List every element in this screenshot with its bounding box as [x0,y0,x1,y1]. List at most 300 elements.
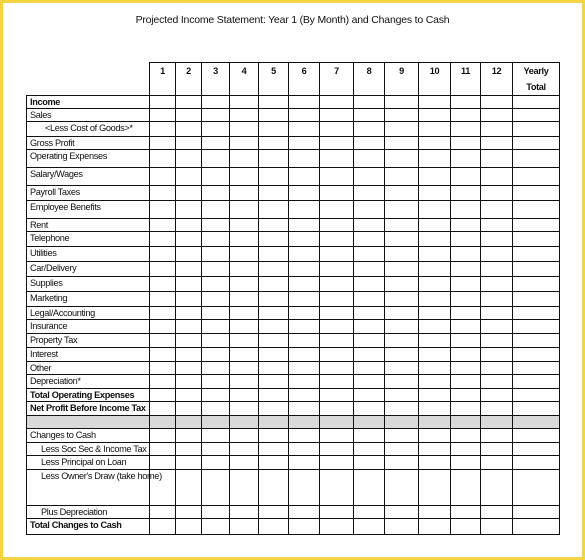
value-cell[interactable] [150,150,176,168]
value-cell[interactable] [289,389,320,402]
value-cell[interactable] [150,109,176,122]
value-cell[interactable] [320,470,354,506]
value-cell[interactable] [451,389,481,402]
value-cell[interactable] [451,470,481,506]
value-cell[interactable] [320,348,354,362]
value-cell[interactable] [385,334,419,348]
value-cell[interactable] [230,375,259,389]
value-cell[interactable] [230,429,259,443]
value-cell[interactable] [289,219,320,232]
value-cell[interactable] [289,348,320,362]
value-cell[interactable] [202,262,230,277]
value-cell[interactable] [354,389,385,402]
value-cell[interactable] [481,247,513,262]
value-cell[interactable] [320,247,354,262]
value-cell[interactable] [481,186,513,201]
value-cell[interactable] [230,307,259,320]
value-cell[interactable] [513,348,560,362]
value-cell[interactable] [150,320,176,334]
value-cell[interactable] [202,277,230,292]
value-cell[interactable] [150,429,176,443]
value-cell[interactable] [176,137,202,150]
value-cell[interactable] [451,348,481,362]
value-cell[interactable] [289,262,320,277]
value-cell[interactable] [513,232,560,247]
value-cell[interactable] [481,122,513,137]
value-cell[interactable] [230,506,259,519]
value-cell[interactable] [202,137,230,150]
value-cell[interactable] [202,320,230,334]
value-cell[interactable] [320,277,354,292]
value-cell[interactable] [289,362,320,375]
value-cell[interactable] [481,150,513,168]
value-cell[interactable] [289,186,320,201]
value-cell[interactable] [230,150,259,168]
value-cell[interactable] [289,150,320,168]
value-cell[interactable] [354,506,385,519]
value-cell[interactable] [451,277,481,292]
value-cell[interactable] [354,307,385,320]
value-cell[interactable] [289,402,320,416]
value-cell[interactable] [513,307,560,320]
value-cell[interactable] [320,292,354,307]
value-cell[interactable] [481,96,513,109]
value-cell[interactable] [320,320,354,334]
value-cell[interactable] [259,109,289,122]
value-cell[interactable] [385,456,419,470]
value-cell[interactable] [230,247,259,262]
value-cell[interactable] [202,443,230,456]
value-cell[interactable] [451,320,481,334]
value-cell[interactable] [176,470,202,506]
value-cell[interactable] [513,150,560,168]
value-cell[interactable] [354,456,385,470]
value-cell[interactable] [320,389,354,402]
value-cell[interactable] [513,506,560,519]
value-cell[interactable] [259,443,289,456]
value-cell[interactable] [259,429,289,443]
value-cell[interactable] [320,201,354,219]
value-cell[interactable] [451,506,481,519]
value-cell[interactable] [176,334,202,348]
value-cell[interactable] [419,109,451,122]
value-cell[interactable] [176,219,202,232]
value-cell[interactable] [230,362,259,375]
value-cell[interactable] [320,109,354,122]
value-cell[interactable] [513,389,560,402]
value-cell[interactable] [289,168,320,186]
value-cell[interactable] [289,320,320,334]
value-cell[interactable] [259,416,289,429]
value-cell[interactable] [202,122,230,137]
value-cell[interactable] [289,247,320,262]
value-cell[interactable] [419,456,451,470]
value-cell[interactable] [176,506,202,519]
value-cell[interactable] [289,456,320,470]
value-cell[interactable] [176,122,202,137]
value-cell[interactable] [354,362,385,375]
value-cell[interactable] [320,362,354,375]
value-cell[interactable] [513,109,560,122]
value-cell[interactable] [176,429,202,443]
value-cell[interactable] [385,186,419,201]
value-cell[interactable] [202,416,230,429]
value-cell[interactable] [354,375,385,389]
value-cell[interactable] [202,168,230,186]
value-cell[interactable] [150,456,176,470]
value-cell[interactable] [176,292,202,307]
value-cell[interactable] [176,389,202,402]
value-cell[interactable] [451,247,481,262]
value-cell[interactable] [176,348,202,362]
value-cell[interactable] [419,219,451,232]
value-cell[interactable] [385,247,419,262]
value-cell[interactable] [451,416,481,429]
value-cell[interactable] [513,168,560,186]
value-cell[interactable] [419,519,451,535]
value-cell[interactable] [419,429,451,443]
value-cell[interactable] [320,96,354,109]
value-cell[interactable] [354,232,385,247]
value-cell[interactable] [230,186,259,201]
value-cell[interactable] [513,362,560,375]
value-cell[interactable] [419,186,451,201]
value-cell[interactable] [354,262,385,277]
value-cell[interactable] [354,292,385,307]
value-cell[interactable] [513,519,560,535]
value-cell[interactable] [451,109,481,122]
value-cell[interactable] [320,375,354,389]
value-cell[interactable] [176,375,202,389]
value-cell[interactable] [150,402,176,416]
value-cell[interactable] [150,122,176,137]
value-cell[interactable] [176,109,202,122]
value-cell[interactable] [259,186,289,201]
value-cell[interactable] [385,150,419,168]
value-cell[interactable] [481,416,513,429]
value-cell[interactable] [419,389,451,402]
value-cell[interactable] [150,292,176,307]
value-cell[interactable] [230,334,259,348]
value-cell[interactable] [354,519,385,535]
value-cell[interactable] [202,201,230,219]
value-cell[interactable] [289,416,320,429]
value-cell[interactable] [259,168,289,186]
value-cell[interactable] [419,168,451,186]
value-cell[interactable] [481,320,513,334]
value-cell[interactable] [320,456,354,470]
value-cell[interactable] [385,109,419,122]
value-cell[interactable] [320,137,354,150]
value-cell[interactable] [202,456,230,470]
value-cell[interactable] [513,277,560,292]
value-cell[interactable] [176,201,202,219]
value-cell[interactable] [320,402,354,416]
value-cell[interactable] [354,247,385,262]
value-cell[interactable] [419,402,451,416]
value-cell[interactable] [259,232,289,247]
value-cell[interactable] [354,168,385,186]
value-cell[interactable] [289,277,320,292]
value-cell[interactable] [481,262,513,277]
value-cell[interactable] [202,186,230,201]
value-cell[interactable] [289,519,320,535]
value-cell[interactable] [419,348,451,362]
value-cell[interactable] [289,429,320,443]
value-cell[interactable] [289,307,320,320]
value-cell[interactable] [385,96,419,109]
value-cell[interactable] [354,96,385,109]
value-cell[interactable] [481,470,513,506]
value-cell[interactable] [320,186,354,201]
value-cell[interactable] [385,348,419,362]
value-cell[interactable] [202,375,230,389]
value-cell[interactable] [419,122,451,137]
value-cell[interactable] [385,201,419,219]
value-cell[interactable] [354,320,385,334]
value-cell[interactable] [481,334,513,348]
value-cell[interactable] [176,150,202,168]
value-cell[interactable] [176,262,202,277]
value-cell[interactable] [150,416,176,429]
value-cell[interactable] [259,320,289,334]
value-cell[interactable] [150,389,176,402]
value-cell[interactable] [259,292,289,307]
value-cell[interactable] [451,122,481,137]
value-cell[interactable] [176,307,202,320]
value-cell[interactable] [481,389,513,402]
value-cell[interactable] [230,456,259,470]
value-cell[interactable] [176,456,202,470]
value-cell[interactable] [513,247,560,262]
value-cell[interactable] [354,122,385,137]
value-cell[interactable] [451,402,481,416]
value-cell[interactable] [230,262,259,277]
value-cell[interactable] [289,506,320,519]
value-cell[interactable] [385,262,419,277]
value-cell[interactable] [230,389,259,402]
value-cell[interactable] [451,292,481,307]
value-cell[interactable] [150,262,176,277]
value-cell[interactable] [320,262,354,277]
value-cell[interactable] [150,362,176,375]
value-cell[interactable] [419,292,451,307]
value-cell[interactable] [481,519,513,535]
value-cell[interactable] [354,201,385,219]
value-cell[interactable] [419,201,451,219]
value-cell[interactable] [289,375,320,389]
value-cell[interactable] [451,307,481,320]
value-cell[interactable] [354,334,385,348]
value-cell[interactable] [230,219,259,232]
value-cell[interactable] [419,232,451,247]
value-cell[interactable] [202,348,230,362]
value-cell[interactable] [259,150,289,168]
value-cell[interactable] [481,168,513,186]
value-cell[interactable] [230,416,259,429]
value-cell[interactable] [385,307,419,320]
value-cell[interactable] [289,137,320,150]
value-cell[interactable] [259,262,289,277]
value-cell[interactable] [230,201,259,219]
value-cell[interactable] [419,362,451,375]
value-cell[interactable] [289,96,320,109]
value-cell[interactable] [150,506,176,519]
value-cell[interactable] [354,470,385,506]
value-cell[interactable] [419,96,451,109]
value-cell[interactable] [289,334,320,348]
value-cell[interactable] [289,122,320,137]
value-cell[interactable] [513,320,560,334]
value-cell[interactable] [451,137,481,150]
value-cell[interactable] [419,443,451,456]
value-cell[interactable] [354,402,385,416]
value-cell[interactable] [481,277,513,292]
value-cell[interactable] [320,334,354,348]
value-cell[interactable] [176,247,202,262]
value-cell[interactable] [513,456,560,470]
value-cell[interactable] [419,334,451,348]
value-cell[interactable] [419,375,451,389]
value-cell[interactable] [176,519,202,535]
value-cell[interactable] [354,348,385,362]
value-cell[interactable] [354,109,385,122]
value-cell[interactable] [419,247,451,262]
value-cell[interactable] [150,137,176,150]
value-cell[interactable] [202,150,230,168]
value-cell[interactable] [419,150,451,168]
value-cell[interactable] [202,96,230,109]
value-cell[interactable] [202,334,230,348]
value-cell[interactable] [230,292,259,307]
value-cell[interactable] [354,277,385,292]
value-cell[interactable] [354,219,385,232]
value-cell[interactable] [150,443,176,456]
value-cell[interactable] [259,470,289,506]
value-cell[interactable] [513,186,560,201]
value-cell[interactable] [289,232,320,247]
value-cell[interactable] [150,96,176,109]
value-cell[interactable] [451,201,481,219]
value-cell[interactable] [150,375,176,389]
value-cell[interactable] [481,375,513,389]
value-cell[interactable] [481,137,513,150]
value-cell[interactable] [259,402,289,416]
value-cell[interactable] [320,307,354,320]
value-cell[interactable] [176,168,202,186]
value-cell[interactable] [451,186,481,201]
value-cell[interactable] [451,334,481,348]
value-cell[interactable] [202,109,230,122]
value-cell[interactable] [354,150,385,168]
value-cell[interactable] [451,443,481,456]
value-cell[interactable] [385,320,419,334]
value-cell[interactable] [385,519,419,535]
value-cell[interactable] [513,201,560,219]
value-cell[interactable] [354,429,385,443]
value-cell[interactable] [419,416,451,429]
value-cell[interactable] [513,416,560,429]
value-cell[interactable] [259,334,289,348]
value-cell[interactable] [385,429,419,443]
value-cell[interactable] [419,320,451,334]
value-cell[interactable] [385,443,419,456]
value-cell[interactable] [419,262,451,277]
value-cell[interactable] [513,375,560,389]
value-cell[interactable] [176,320,202,334]
value-cell[interactable] [289,292,320,307]
value-cell[interactable] [513,470,560,506]
value-cell[interactable] [451,232,481,247]
value-cell[interactable] [451,219,481,232]
value-cell[interactable] [150,277,176,292]
value-cell[interactable] [230,168,259,186]
value-cell[interactable] [451,96,481,109]
value-cell[interactable] [202,429,230,443]
value-cell[interactable] [481,201,513,219]
value-cell[interactable] [259,348,289,362]
value-cell[interactable] [176,232,202,247]
value-cell[interactable] [481,219,513,232]
value-cell[interactable] [230,348,259,362]
value-cell[interactable] [230,232,259,247]
value-cell[interactable] [230,443,259,456]
value-cell[interactable] [385,122,419,137]
value-cell[interactable] [481,506,513,519]
value-cell[interactable] [202,470,230,506]
value-cell[interactable] [259,201,289,219]
value-cell[interactable] [354,186,385,201]
value-cell[interactable] [320,519,354,535]
value-cell[interactable] [150,186,176,201]
value-cell[interactable] [513,96,560,109]
value-cell[interactable] [320,168,354,186]
value-cell[interactable] [230,109,259,122]
value-cell[interactable] [481,456,513,470]
value-cell[interactable] [481,362,513,375]
value-cell[interactable] [481,232,513,247]
value-cell[interactable] [289,109,320,122]
value-cell[interactable] [150,168,176,186]
value-cell[interactable] [385,168,419,186]
value-cell[interactable] [481,292,513,307]
value-cell[interactable] [320,416,354,429]
value-cell[interactable] [289,443,320,456]
value-cell[interactable] [202,219,230,232]
value-cell[interactable] [513,137,560,150]
value-cell[interactable] [385,402,419,416]
value-cell[interactable] [259,96,289,109]
value-cell[interactable] [513,334,560,348]
value-cell[interactable] [176,186,202,201]
value-cell[interactable] [202,402,230,416]
value-cell[interactable] [385,219,419,232]
value-cell[interactable] [320,219,354,232]
value-cell[interactable] [419,137,451,150]
value-cell[interactable] [451,375,481,389]
value-cell[interactable] [513,122,560,137]
value-cell[interactable] [320,150,354,168]
value-cell[interactable] [259,362,289,375]
value-cell[interactable] [481,307,513,320]
value-cell[interactable] [259,307,289,320]
value-cell[interactable] [202,389,230,402]
value-cell[interactable] [230,137,259,150]
value-cell[interactable] [259,389,289,402]
value-cell[interactable] [176,402,202,416]
value-cell[interactable] [259,122,289,137]
value-cell[interactable] [320,232,354,247]
